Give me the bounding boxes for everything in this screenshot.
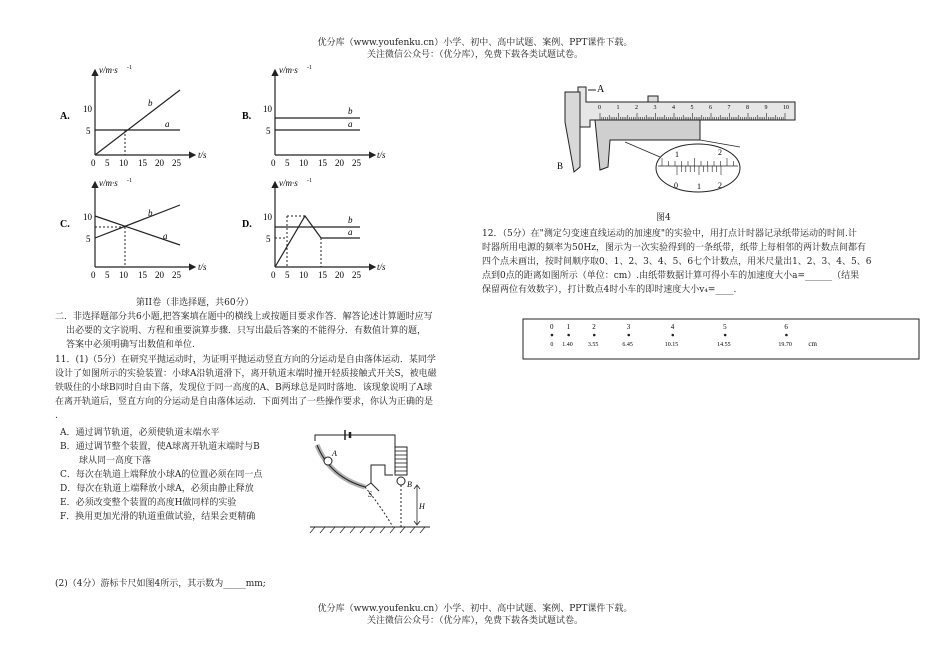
main-scale-label: 3 xyxy=(653,105,657,111)
xtick-5: 5 xyxy=(285,270,290,280)
tape-label: 6 xyxy=(784,323,788,331)
label-S: S xyxy=(368,490,372,499)
tape-dot xyxy=(671,334,674,337)
xtick-0: 0 xyxy=(91,158,96,168)
tape-label: 1 xyxy=(566,323,571,331)
xtick-10: 10 xyxy=(119,270,128,280)
ylabel: v/m·s xyxy=(99,65,118,75)
xtick-15: 15 xyxy=(138,158,147,168)
option-B: B. xyxy=(242,111,252,122)
main-scale-label: 1 xyxy=(616,105,620,111)
zoom-bottom-2: 2 xyxy=(718,181,722,190)
q12-line-3: 四个点未画出，按时间顺序取0、1、2、3、4、5、6七个计数点，用米尺量出1、2、3、4、5、6 xyxy=(482,257,872,267)
label-A: A xyxy=(332,449,337,458)
tape-label: 3 xyxy=(626,323,631,331)
xtick-25: 25 xyxy=(352,270,361,280)
xtick-0: 0 xyxy=(271,270,276,280)
label-B: B xyxy=(407,480,412,489)
q11-option-D: D．每次在轨道上端释放小球A，必须由静止释放 xyxy=(60,484,254,494)
q11-line-3: 铁吸住的小球B同时自由下落，发现位于同一高度的A、B两球总是同时落地．该现象说明了A球 xyxy=(55,383,433,393)
graph-B xyxy=(242,65,386,168)
graph-C xyxy=(60,178,207,280)
xtick-25: 25 xyxy=(172,270,181,280)
instructions-line-3: 答案中必须明确写出数值和单位. xyxy=(66,340,195,350)
ytick-10: 10 xyxy=(83,212,92,222)
xtick-10: 10 xyxy=(119,158,128,168)
main-scale-label: 10 xyxy=(783,105,789,111)
main-scale-label: 4 xyxy=(672,105,675,111)
q11-line-2: 设计了如图所示的实验装置：小球A沿轨道滑下，离开轨道末端时撞开轻质接触式开关S，被电磁 xyxy=(55,369,437,379)
tape-label: 4 xyxy=(670,323,675,331)
q11-option-B-cont: 球从同一高度下落 xyxy=(79,456,152,466)
caliper-label-A: A xyxy=(597,84,605,95)
tape-value: 10.15 xyxy=(664,342,679,348)
tape-label: 0 xyxy=(550,323,554,331)
fig4-label: 图4 xyxy=(656,213,671,223)
curve-a: a xyxy=(163,231,168,241)
xtick-20: 20 xyxy=(155,158,164,168)
header-line-1: 优分库（www.youfenku.cn）小学、初中、高中试题、案例、PPT课件下载。 xyxy=(317,38,633,48)
tape-dot xyxy=(551,334,554,337)
tape-dot xyxy=(724,334,727,337)
curve-b: b xyxy=(348,215,353,225)
ylabel: v/m·s xyxy=(279,178,298,188)
xtick-0: 0 xyxy=(271,158,276,168)
xlabel: t/s xyxy=(198,150,207,160)
paper-tape-figure xyxy=(522,318,920,360)
main-scale-label: 2 xyxy=(635,105,638,111)
tape-label: 2 xyxy=(592,323,596,331)
graph-A xyxy=(60,65,207,168)
ylabel: v/m·s xyxy=(279,65,298,75)
q11-part2: (2)（4分）游标卡尺如图4所示，其示数为_____mm; xyxy=(55,579,266,589)
ytick-10: 10 xyxy=(83,104,92,114)
ytick-10: 10 xyxy=(263,212,272,222)
curve-b: b xyxy=(148,98,153,108)
xtick-5: 5 xyxy=(105,270,110,280)
tape-unit: cm xyxy=(808,340,817,348)
xtick-5: 5 xyxy=(105,158,110,168)
q11-option-C: C．每次在轨道上端释放小球A的位置必须在同一点 xyxy=(60,470,263,480)
ytick-5: 5 xyxy=(86,234,91,244)
xtick-10: 10 xyxy=(299,158,308,168)
tape-value: 14.55 xyxy=(717,342,731,348)
vernier-caliper-figure xyxy=(550,82,800,212)
xtick-20: 20 xyxy=(335,270,344,280)
instructions-line-2: 出必要的文字说明、方程和重要演算步骤．只写出最后答案的不能得分．有数值计算的题， xyxy=(66,326,427,336)
footer-line-1: 优分库（www.youfenku.cn）小学、初中、高中试题、案例、PPT课件下载。 xyxy=(317,604,633,614)
main-scale-label: 8 xyxy=(746,105,749,111)
xtick-20: 20 xyxy=(335,158,344,168)
curve-b: b xyxy=(348,106,353,116)
ylabel: v/m·s xyxy=(99,178,118,188)
main-scale-label: 5 xyxy=(690,105,694,111)
xtick-25: 25 xyxy=(172,158,181,168)
option-D: D. xyxy=(242,219,252,230)
zoom-top-1: 1 xyxy=(675,150,679,159)
tape-value: 0 xyxy=(550,342,554,348)
xtick-0: 0 xyxy=(91,270,96,280)
ylabel-sup: -1 xyxy=(127,65,132,71)
q11-option-A: A．通过调节轨道，必须使轨道末端水平 xyxy=(60,428,220,438)
q11-option-F: F．换用更加光滑的轨道重做试验，结果会更精确 xyxy=(60,512,256,522)
section-title: 第II卷（非选择题，共60分） xyxy=(136,298,254,308)
header-line-2: 关注微信公众号：（优分库），免费下载各类试题试卷。 xyxy=(366,50,583,60)
xtick-15: 15 xyxy=(318,158,327,168)
xtick-20: 20 xyxy=(155,270,164,280)
main-scale-label: 9 xyxy=(764,105,768,111)
q12-line-1: 12．（5分）在"测定匀变速直线运动的加速度"的实验中，用打点计时器记录纸带运动的时间.计 xyxy=(482,229,857,239)
main-scale-label: 0 xyxy=(598,105,601,111)
ytick-5: 5 xyxy=(86,126,91,136)
xtick-5: 5 xyxy=(285,158,290,168)
tape-label: 5 xyxy=(723,323,727,331)
q11-option-B: B．通过调节整个装置，使A球离开轨道末端时与B xyxy=(60,442,260,452)
label-H: H xyxy=(419,502,425,511)
ytick-10: 10 xyxy=(263,104,272,114)
xlabel: t/s xyxy=(198,262,207,272)
tape-dot xyxy=(785,334,788,337)
zoom-bottom-1: 1 xyxy=(697,182,701,191)
q12-line-2: 时器所用电源的频率为50Hz，图示为一次实验得到的一条纸带，纸带上每相邻的两计数点间都有 xyxy=(482,243,867,253)
option-A: A. xyxy=(60,111,70,122)
zoom-bottom-0: 0 xyxy=(674,181,678,190)
velocity-graphs-figure xyxy=(55,62,400,287)
q11-line-5: . xyxy=(55,411,58,421)
tape-value: 1.40 xyxy=(562,342,573,348)
option-C: C. xyxy=(60,219,70,230)
q12-line-5: 保留两位有效数字），打计数点4时小车的即时速度大小v₄=____. xyxy=(482,285,737,295)
curve-b: b xyxy=(148,208,153,218)
xtick-25: 25 xyxy=(352,158,361,168)
q11-line-1: 11．(1)（5分）在研究平抛运动时，为证明平抛运动竖直方向的分运动是自由落体运动．某同学 xyxy=(55,355,436,365)
tape-value: 3.55 xyxy=(587,342,599,348)
zoom-top-2: 2 xyxy=(718,148,722,157)
instructions-line-1: 二．非选择题部分共6小题,把答案填在题中的横线上或按题目要求作答．解答论述计算题时应写 xyxy=(55,312,433,322)
graph-D xyxy=(242,178,386,280)
tape-dot xyxy=(593,334,596,337)
main-scale-label: 7 xyxy=(727,105,731,111)
q12-line-4: 点到0点的距离如图所示（单位：cm）.由纸带数据计算可得小车的加速度大小a=______（结果 xyxy=(482,271,860,281)
curve-a: a xyxy=(348,119,353,129)
ylabel-sup: -1 xyxy=(307,65,312,71)
ytick-5: 5 xyxy=(266,234,271,244)
curve-a: a xyxy=(165,119,170,129)
q11-option-E: E．必须改变整个装置的高度H做同样的实验 xyxy=(60,498,237,508)
ylabel-sup: -1 xyxy=(307,178,312,184)
tape-value: 19.70 xyxy=(778,342,792,348)
curve-a: a xyxy=(348,227,353,237)
q11-line-4: 在离开轨道后，竖直方向的分运动是自由落体运动．下面列出了一些操作要求，你认为正确的是 xyxy=(55,397,434,407)
xlabel: t/s xyxy=(377,262,386,272)
apparatus-figure xyxy=(305,425,435,535)
footer-line-2: 关注微信公众号：（优分库），免费下载各类试题试卷。 xyxy=(366,616,583,626)
caliper-label-B: B xyxy=(557,161,564,171)
tape-dot xyxy=(567,334,570,337)
xtick-15: 15 xyxy=(138,270,147,280)
main-scale-label: 6 xyxy=(709,105,712,111)
ytick-5: 5 xyxy=(266,126,271,136)
tape-dot xyxy=(627,334,630,337)
xtick-10: 10 xyxy=(299,270,308,280)
ylabel-sup: -1 xyxy=(127,178,132,184)
tape-value: 6.45 xyxy=(622,342,633,348)
xtick-15: 15 xyxy=(318,270,327,280)
xlabel: t/s xyxy=(377,150,386,160)
